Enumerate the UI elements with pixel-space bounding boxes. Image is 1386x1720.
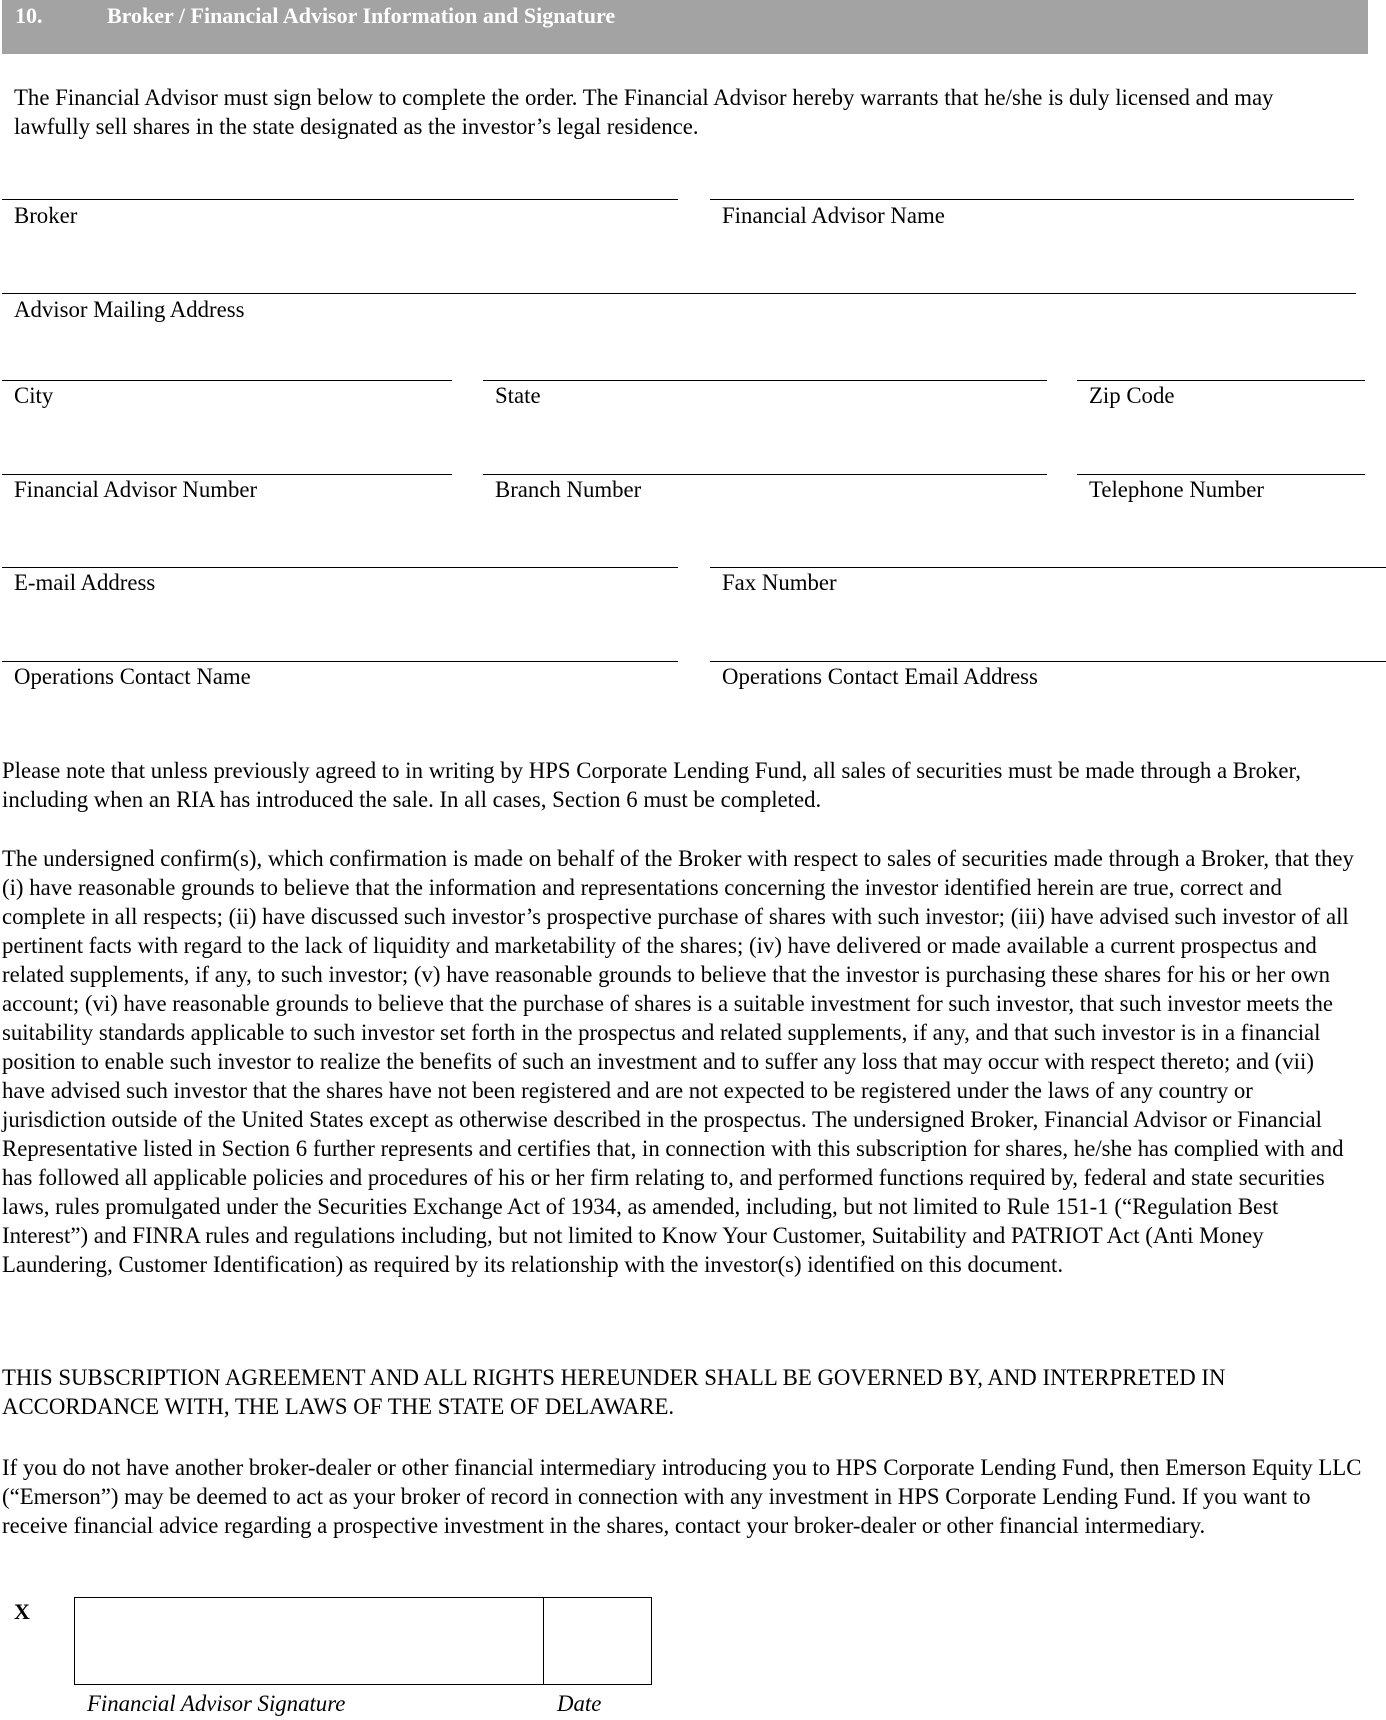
section-number: 10. — [15, 3, 43, 28]
telephone-field[interactable] — [1077, 474, 1365, 475]
fax-field[interactable] — [710, 567, 1386, 568]
email-label: E-mail Address — [14, 570, 156, 595]
fa-name-field[interactable] — [710, 199, 1354, 200]
city-label: City — [14, 383, 54, 408]
fa-name-label: Financial Advisor Name — [722, 203, 945, 228]
ops-email-label: Operations Contact Email Address — [722, 664, 1038, 689]
fa-number-field[interactable] — [2, 474, 452, 475]
section-title: Broker / Financial Advisor Information and Signature — [107, 3, 616, 28]
signature-x-mark: X — [14, 1599, 30, 1624]
section-header — [2, 0, 1368, 54]
ops-name-label: Operations Contact Name — [14, 664, 251, 689]
fax-label: Fax Number — [722, 570, 837, 595]
branch-number-label: Branch Number — [495, 477, 642, 502]
intro-paragraph: The Financial Advisor must sign below to complete the order. The Financial Advisor hereby warrants that he/she is duly licensed and may lawfully sell shares in the state designated as the investor’s legal residence. — [14, 85, 1274, 139]
city-field[interactable] — [2, 380, 452, 381]
zip-label: Zip Code — [1089, 383, 1175, 408]
signature-label: Financial Advisor Signature — [87, 1691, 346, 1716]
broker-note-paragraph: Please note that unless previously agreed to in writing by HPS Corporate Lending Fund, all sales of securities must be made through a Broker, including when an RIA has introduced the sale. In all cases, Section 6 must be completed. — [2, 758, 1301, 812]
confirmation-paragraph: The undersigned confirm(s), which confirmation is made on behalf of the Broker with respect to sales of securities made through a Broker, that they (i) have reasonable grounds to believe that the information and representations concerning the investor identified herein are true, correct and complete in all respects; (ii) have discussed such investor’s prospective purchase of shares with such investor; (iii) have advised such investor of all pertinent facts with regard to the lack of liquidity and marketability of the shares; (iv) have delivered or made available a current prospectus and related supplements, if any, to such investor; (v) have reasonable grounds to believe that the investor is purchasing these shares for his or her own account; (vi) have reasonable grounds to believe that the purchase of shares is a suitable investment for such investor, that such investor meets the suitability standards applicable to such investor set forth in the prospectus and related supplements, if any, and that such investor is in a financial position to enable such investor to realize the benefits of such an investment and to suffer any loss that may occur with respect thereto; and (vii) have advised such investor that the shares have not been registered and are not expected to be registered under the laws of any country or jurisdiction outside of the United States except as otherwise described in the prospectus. The undersigned Broker, Financial Advisor or Financial Representative listed in Section 6 further represents and certifies that, in connection with this subscription for shares, he/she has complied with and has followed all applicable policies and procedures of his or her firm relating to, and performed functions required by, federal and state securities laws, rules promulgated under the Securities Exchange Act of 1934, as amended, including, but not limited to Rule 151-1 (“Regulation Best Interest”) and FINRA rules and regulations including, but not limited to Know Your Customer, Suitability and PATRIOT Act (Anti Money Laundering, Customer Identification) as required by its relationship with the investor(s) identified on this document. — [2, 846, 1354, 1277]
email-field[interactable] — [2, 567, 678, 568]
date-box[interactable] — [543, 1597, 544, 1685]
broker-field[interactable] — [2, 199, 678, 200]
mailing-address-label: Advisor Mailing Address — [14, 297, 245, 322]
broker-label: Broker — [14, 203, 78, 228]
emerson-paragraph: If you do not have another broker-dealer or other financial intermediary introducing you to HPS Corporate Lending Fund, then Emerson Equity LLC (“Emerson”) may be deemed to act as your broker of record in connection with any investment in HPS Corporate Lending Fund. If you want to receive financial advice regarding a prospective investment in the shares, contact your broker-dealer or other financial intermediary. — [2, 1455, 1362, 1538]
state-label: State — [495, 383, 541, 408]
telephone-label: Telephone Number — [1089, 477, 1265, 502]
ops-email-field[interactable] — [710, 661, 1386, 662]
date-label: Date — [557, 1691, 602, 1716]
mailing-address-field[interactable] — [2, 293, 1356, 294]
fa-number-label: Financial Advisor Number — [14, 477, 258, 502]
governing-law-paragraph: THIS SUBSCRIPTION AGREEMENT AND ALL RIGHTS HEREUNDER SHALL BE GOVERNED BY, AND INTERPRETED IN ACCORDANCE WITH, THE LAWS OF THE STATE OF DELAWARE. — [2, 1365, 1226, 1419]
state-field[interactable] — [483, 380, 1047, 381]
zip-field[interactable] — [1077, 380, 1365, 381]
signature-box[interactable] — [74, 1597, 652, 1685]
branch-number-field[interactable] — [483, 474, 1047, 475]
ops-name-field[interactable] — [2, 661, 678, 662]
